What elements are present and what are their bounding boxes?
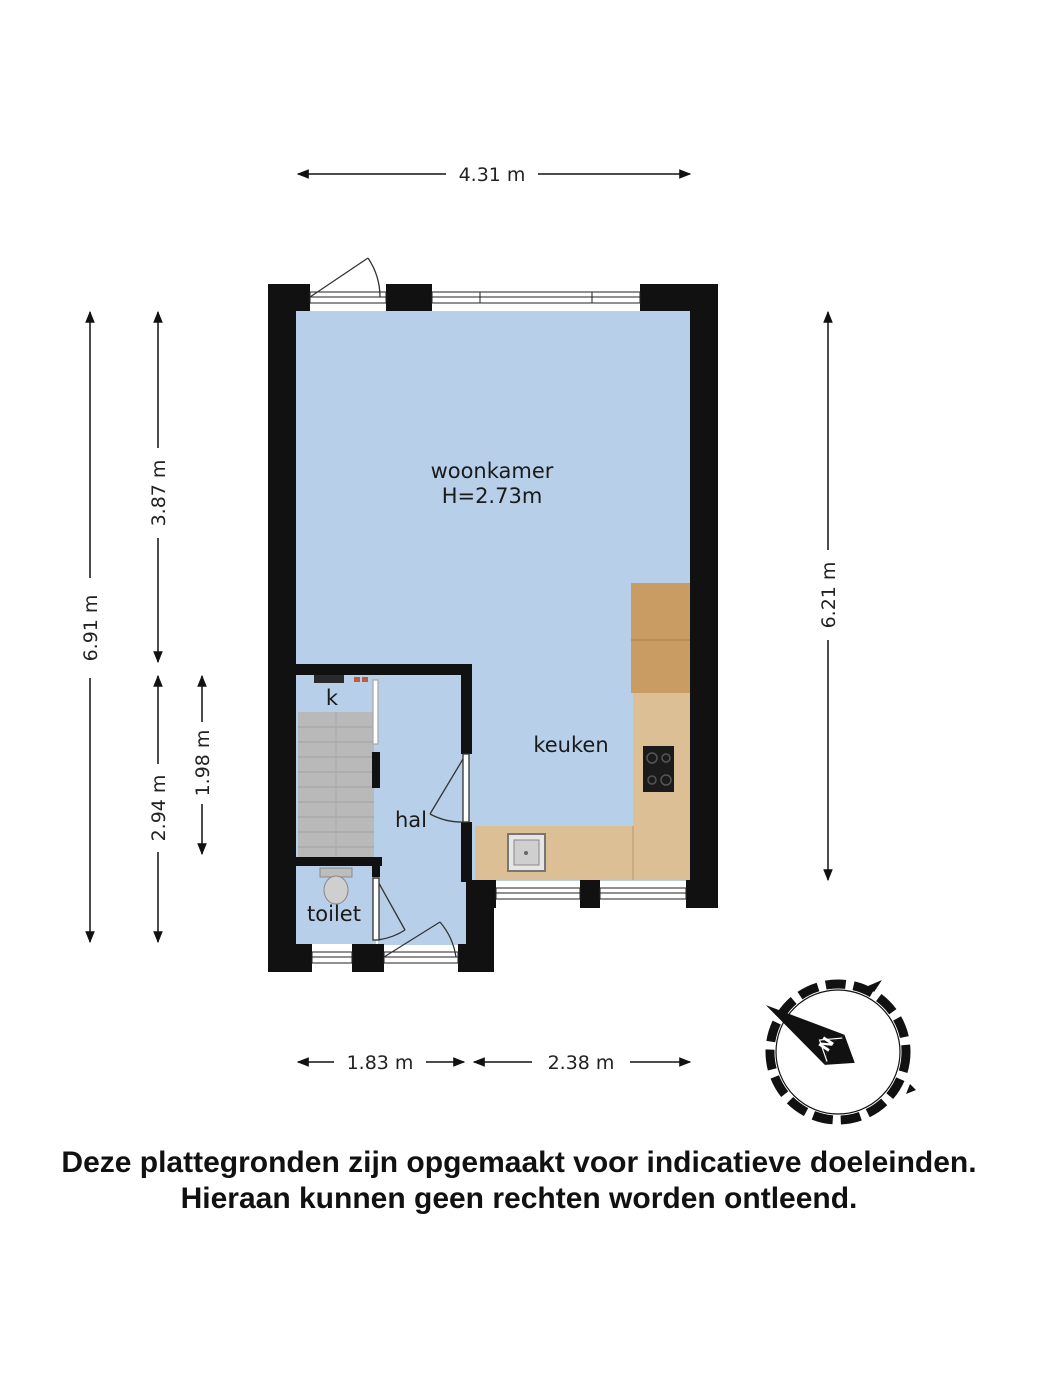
dim-bottom-left-label: 1.83 m [346,1052,414,1074]
kast-appliance [314,674,344,683]
room-label-kast: k [325,686,339,710]
dim-right-label: 6.21 m [818,561,840,629]
room-label-keuken: keuken [533,733,609,757]
dim-left-total-label: 6.91 m [80,594,102,662]
compass-icon [756,980,916,1120]
dim-top-label: 4.31 m [458,164,526,186]
disclaimer-line-2: Hieraan kunnen geen rechten worden ontleend. [180,1182,858,1215]
room-label-toilet: toilet [307,902,361,926]
counter-upper [631,583,690,693]
counter-bottom [475,826,635,880]
disclaimer-line-1: Deze plattegronden zijn opgemaakt voor indicatieve doeleinden. [61,1146,977,1179]
room-label-hal: hal [394,808,428,832]
dim-left-hal-label: 1.98 m [192,729,214,797]
compass-label: N [814,1033,839,1056]
room-label-height: H=2.73m [441,484,543,508]
dim-left-upper-label: 3.87 m [148,459,170,527]
disclaimer [0,1145,1038,1217]
cooktop-icon [643,746,674,792]
room-label-woonkamer: woonkamer [430,459,554,483]
door-top [310,258,368,297]
dim-bottom-right-label: 2.38 m [547,1052,615,1074]
dim-left-lower-label: 2.94 m [148,774,170,842]
